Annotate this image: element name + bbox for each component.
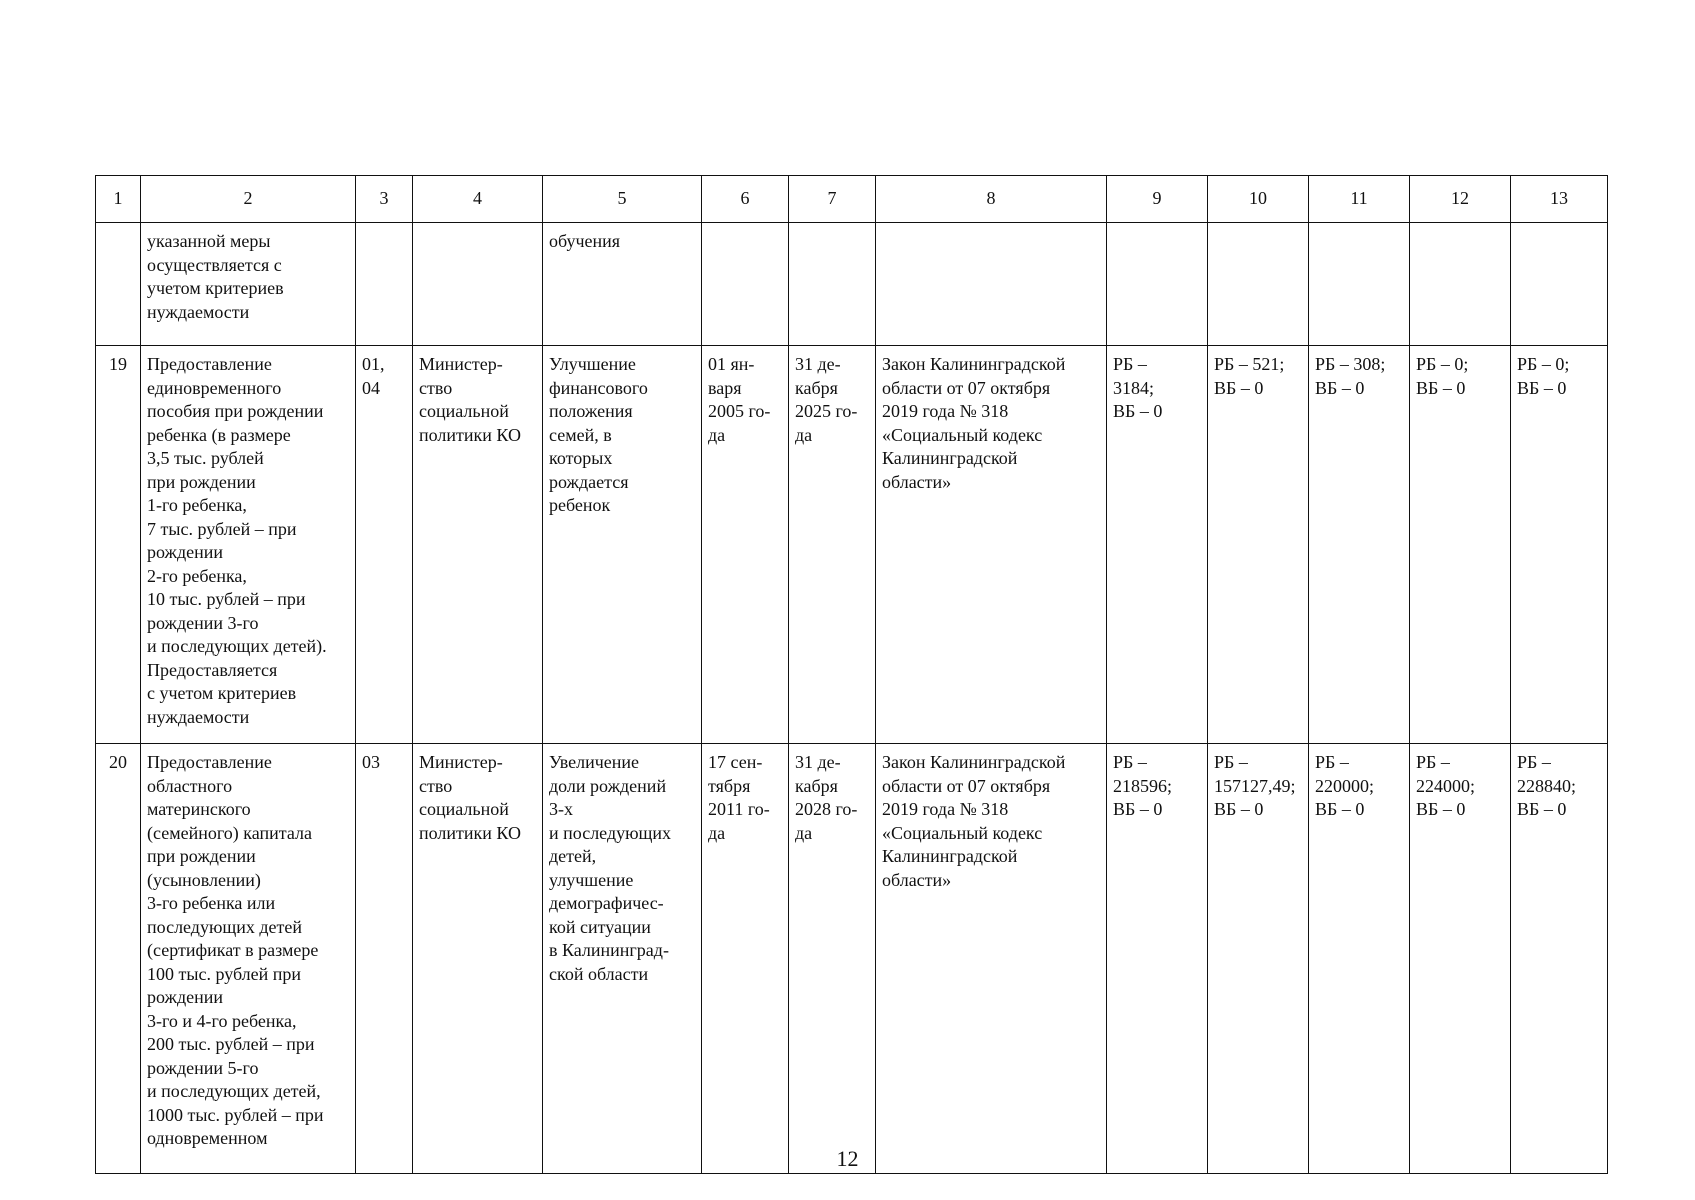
start-date-cell: 01 ян- варя 2005 го- да — [702, 346, 789, 744]
legal-basis-cell: Закон Калининградской области от 07 октября 2019 года № 318 «Социальный кодекс Калининградской области» — [876, 346, 1107, 744]
column-header-cell: 12 — [1410, 176, 1511, 223]
measure-name-cell: Предоставление единовременного пособия при рождении ребенка (в размере 3,5 тыс. рублей при рождении 1-го ребенка, 7 тыс. рублей – при рождении 2-го ребенка, 10 тыс. рублей – при рождении 3-го и последующих детей). Предоставляется с учетом критериев нуждаемости — [141, 346, 356, 744]
column-header-cell: 8 — [876, 176, 1107, 223]
legal-basis-cell — [876, 223, 1107, 346]
legal-basis-cell: Закон Калининградской области от 07 октября 2019 года № 318 «Социальный кодекс Калининградской области» — [876, 744, 1107, 1174]
executor-cell: Министер- ство социальной политики КО — [413, 346, 543, 744]
column-header-cell: 4 — [413, 176, 543, 223]
funding-cell: РБ – 521; ВБ – 0 — [1208, 346, 1309, 744]
table-row-continuation — [96, 223, 1608, 346]
funding-cell: РБ – 224000; ВБ – 0 — [1410, 744, 1511, 1174]
funding-cell — [1309, 223, 1410, 346]
funding-cell: РБ – 228840; ВБ – 0 — [1511, 744, 1608, 1174]
funding-cell — [1107, 223, 1208, 346]
page-number: 12 — [836, 1146, 859, 1171]
funding-cell: РБ – 0; ВБ – 0 — [1410, 346, 1511, 744]
goal-cell: Увеличение доли рождений 3-х и последующих детей, улучшение демографичес- кой ситуации в Калининград- ской области — [543, 744, 702, 1174]
funding-cell: РБ – 308; ВБ – 0 — [1309, 346, 1410, 744]
column-header-cell: 11 — [1309, 176, 1410, 223]
column-header-cell: 6 — [702, 176, 789, 223]
column-header-cell: 2 — [141, 176, 356, 223]
goal-cell: обучения — [543, 223, 702, 346]
column-header-cell: 10 — [1208, 176, 1309, 223]
funding-cell: РБ – 220000; ВБ – 0 — [1309, 744, 1410, 1174]
end-date-cell: 31 де- кабря 2025 го- да — [789, 346, 876, 744]
column-header-cell: 13 — [1511, 176, 1608, 223]
row-number-cell: 19 — [96, 346, 141, 744]
column-number-header-row — [96, 176, 1608, 223]
program-measures-table — [95, 175, 1608, 1174]
row-number-cell: 20 — [96, 744, 141, 1174]
code-cell — [356, 223, 413, 346]
start-date-cell: 17 сен- тября 2011 го- да — [702, 744, 789, 1174]
goal-cell: Улучшение финансового положения семей, в которых рождается ребенок — [543, 346, 702, 744]
funding-cell — [1511, 223, 1608, 346]
table-row-19 — [96, 346, 1608, 744]
measure-name-cell: указанной меры осуществляется с учетом критериев нуждаемости — [141, 223, 356, 346]
row-number-cell — [96, 223, 141, 346]
executor-cell: Министер- ство социальной политики КО — [413, 744, 543, 1174]
column-header-cell: 1 — [96, 176, 141, 223]
start-date-cell — [702, 223, 789, 346]
code-cell: 01, 04 — [356, 346, 413, 744]
funding-cell — [1208, 223, 1309, 346]
column-header-cell: 3 — [356, 176, 413, 223]
code-cell: 03 — [356, 744, 413, 1174]
funding-cell: РБ – 157127,49; ВБ – 0 — [1208, 744, 1309, 1174]
executor-cell — [413, 223, 543, 346]
column-header-cell: 5 — [543, 176, 702, 223]
column-header-cell: 9 — [1107, 176, 1208, 223]
funding-cell — [1410, 223, 1511, 346]
funding-cell: РБ – 3184; ВБ – 0 — [1107, 346, 1208, 744]
end-date-cell — [789, 223, 876, 346]
funding-cell: РБ – 0; ВБ – 0 — [1511, 346, 1608, 744]
funding-cell: РБ – 218596; ВБ – 0 — [1107, 744, 1208, 1174]
measure-name-cell: Предоставление областного материнского (семейного) капитала при рождении (усыновлении) 3-го ребенка или последующих детей (сертификат в размере 100 тыс. рублей при рождении 3-го и 4-го ребенка, 200 тыс. рублей – при рождении 5-го и последующих детей, 1000 тыс. рублей – при одновременном — [141, 744, 356, 1174]
table-row-20 — [96, 744, 1608, 1174]
end-date-cell: 31 де- кабря 2028 го- да — [789, 744, 876, 1174]
column-header-cell: 7 — [789, 176, 876, 223]
